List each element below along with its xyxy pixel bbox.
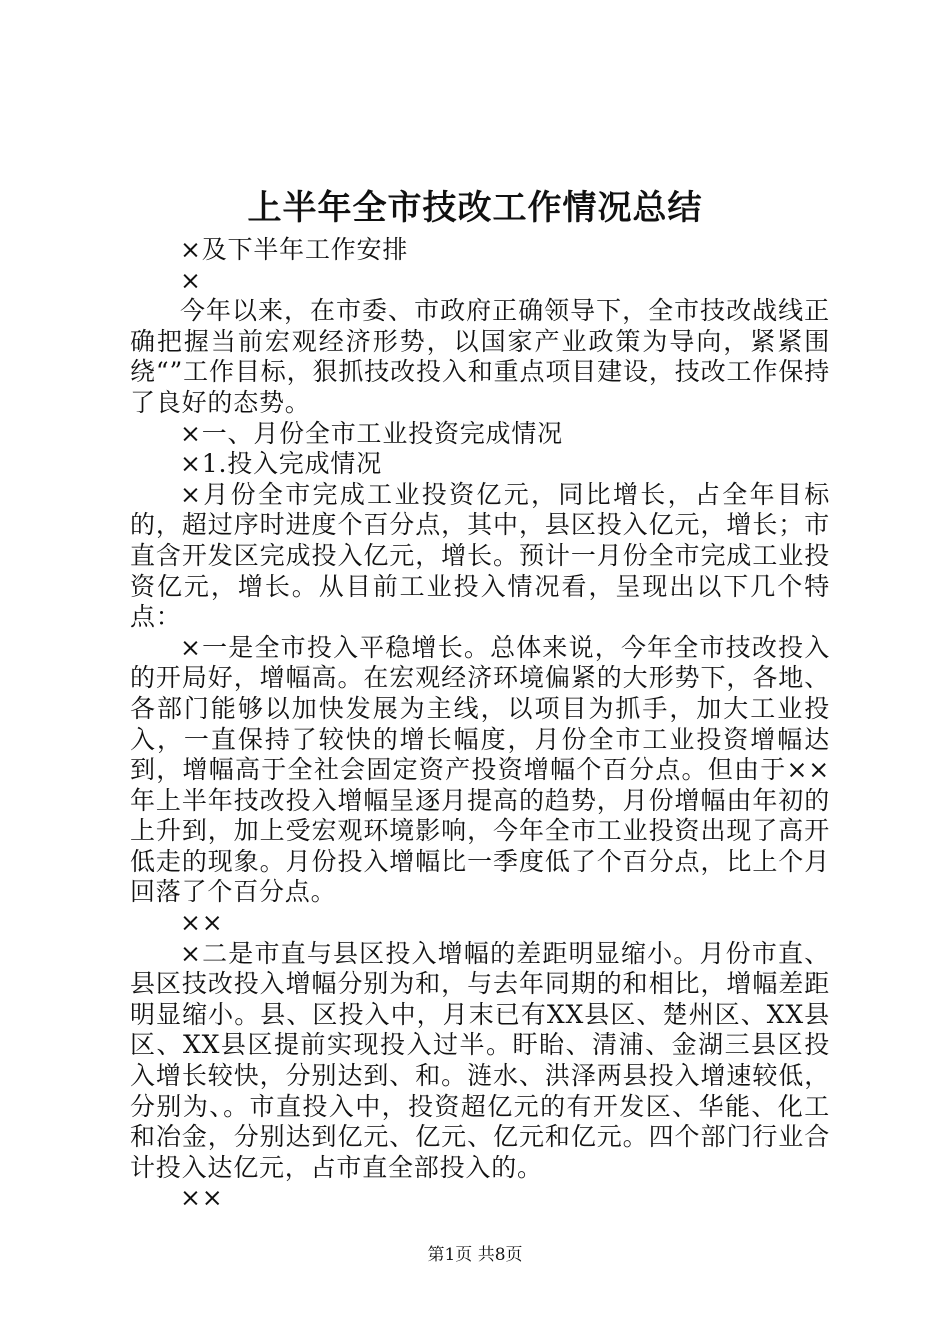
document-body	[130, 235, 830, 1214]
paragraph-intro: 今年以来，在市委、市政府正确领导下，全市技改战线正确把握当前宏观经济形势，以国家产业政策为导向，紧紧围绕“”工作目标，狠抓技改投入和重点项目建设，技改工作保持了良好的态势。	[130, 296, 830, 417]
paragraph-marker: ×	[180, 265, 202, 295]
paragraph-point-two: ×二是市直与县区投入增幅的差距明显缩小。月份市直、县区技改投入增幅分别为和，与去年同期的和相比，增幅差距明显缩小。县、区投入中，月末已有XX县区、楚州区、XX县区、XX县区提前实现投入过半。盱眙、清浦、金湖三县区投入增长较快，分别达到、和。涟水、洪泽两县投入增速较低，分别为、。市直投入中，投资超亿元的有开发区、华能、化工和冶金，分别达到亿元、亿元、亿元和亿元。四个部门行业合计投入达亿元，占市直全部投入的。	[130, 938, 830, 1182]
paragraph-subtitle: ×及下半年工作安排	[180, 235, 409, 264]
paragraph-marker-3: ××	[180, 1183, 224, 1213]
paragraph-investment-status: ×月份全市完成工业投资亿元，同比增长，占全年目标的，超过序时进度个百分点，其中，县区投入亿元，增长；市直含开发区完成投入亿元，增长。预计一月份全市完成工业投资亿元，增长。从目前工业投入情况看，呈现出以下几个特点：	[130, 479, 830, 632]
paragraph-point-one: ×一是全市投入平稳增长。总体来说，今年全市技改投入的开局好，增幅高。在宏观经济环境偏紧的大形势下，各地、各部门能够以加快发展为主线，以项目为抓手，加大工业投入，一直保持了较快的增长幅度，月份全市工业投资增幅达到，增幅高于全社会固定资产投资增幅个百分点。但由于××年上半年技改投入增幅呈逐月提高的趋势，月份增幅由年初的上升到，加上受宏观环境影响，今年全市工业投资出现了高开低走的现象。月份投入增幅比一季度低了个百分点，比上个月回落了个百分点。	[130, 632, 830, 907]
paragraph-marker-2: ××	[180, 908, 224, 938]
page-number-footer: 第1页 共8页	[427, 1245, 523, 1265]
document-title: 上半年全市技改工作情况总结	[247, 188, 703, 228]
subsection-heading-1-1: ×1.投入完成情况	[180, 449, 383, 479]
section-heading-1: ×一、月份全市工业投资完成情况	[180, 418, 563, 448]
